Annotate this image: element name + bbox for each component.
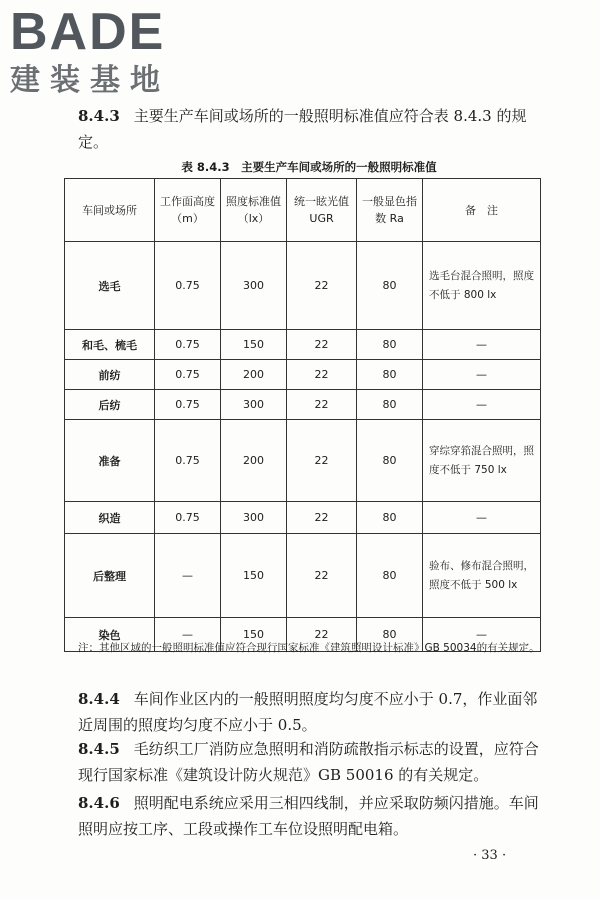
clause-8-4-3 xyxy=(78,103,540,155)
header-remark: 备 注 xyxy=(423,179,541,242)
cell-remark: — xyxy=(423,360,541,390)
cell-ra: 80 xyxy=(357,502,423,534)
clause-number: 8.4.6 xyxy=(78,794,120,812)
cell-height: 0.75 xyxy=(155,502,221,534)
cell-area: 后纺 xyxy=(65,390,155,420)
cell-height: 0.75 xyxy=(155,330,221,360)
clause-text: 照明配电系统应采用三相四线制，并应采取防频闪措施。车间照明应按工序、工段或操作工车位设照明配电箱。 xyxy=(78,794,539,838)
cell-lux: 150 xyxy=(221,330,287,360)
clause-text: 车间作业区内的一般照明照度均匀度不应小于 0.7，作业面邻近周围的照度均匀度不应小于 0.5。 xyxy=(78,690,538,734)
cell-ugr: 22 xyxy=(287,420,357,502)
cell-ugr: 22 xyxy=(287,502,357,534)
cell-remark: — xyxy=(423,390,541,420)
cell-lux: 300 xyxy=(221,390,287,420)
cell-ugr: 22 xyxy=(287,360,357,390)
clause-number: 8.4.3 xyxy=(78,107,120,125)
lighting-standards-table xyxy=(64,178,541,652)
cell-area: 选毛 xyxy=(65,242,155,330)
cell-ugr: 22 xyxy=(287,330,357,360)
cell-ra: 80 xyxy=(357,420,423,502)
table-row xyxy=(65,242,541,330)
logo-wordmark: BADE xyxy=(10,3,166,61)
table-row xyxy=(65,330,541,360)
clause-number: 8.4.4 xyxy=(78,690,120,708)
cell-height: 0.75 xyxy=(155,242,221,330)
cell-ra: 80 xyxy=(357,330,423,360)
header-ra: 一般显色指数 Ra xyxy=(357,179,423,242)
cell-height: 0.75 xyxy=(155,360,221,390)
cell-area: 准备 xyxy=(65,420,155,502)
table-row xyxy=(65,534,541,618)
cell-remark: — xyxy=(423,502,541,534)
cell-ugr: 22 xyxy=(287,618,357,652)
table-note: 注：其他区域的一般照明标准值应符合现行国家标准《建筑照明设计标准》GB 50034的有关规定。 xyxy=(78,642,540,654)
header-work-height: 工作面高度（m） xyxy=(155,179,221,242)
cell-remark: 穿综穿筘混合照明，照度不低于 750 lx xyxy=(423,420,541,502)
cell-lux: 150 xyxy=(221,534,287,618)
cell-ugr: 22 xyxy=(287,242,357,330)
clause-8-4-4 xyxy=(78,686,540,738)
cell-height: — xyxy=(155,534,221,618)
cell-height: 0.75 xyxy=(155,390,221,420)
cell-area: 前纺 xyxy=(65,360,155,390)
header-illuminance: 照度标准值（lx） xyxy=(221,179,287,242)
cell-lux: 300 xyxy=(221,242,287,330)
header-ugr: 统一眩光值 UGR xyxy=(287,179,357,242)
cell-height: 0.75 xyxy=(155,420,221,502)
table-header-row xyxy=(65,179,541,242)
cell-lux: 200 xyxy=(221,420,287,502)
cell-ra: 80 xyxy=(357,390,423,420)
cell-lux: 200 xyxy=(221,360,287,390)
table-row xyxy=(65,502,541,534)
cell-height: — xyxy=(155,618,221,652)
cell-ugr: 22 xyxy=(287,390,357,420)
clause-text: 主要生产车间或场所的一般照明标准值应符合表 8.4.3 的规定。 xyxy=(78,107,527,151)
cell-lux: 150 xyxy=(221,618,287,652)
cell-area: 和毛、梳毛 xyxy=(65,330,155,360)
cell-remark: 验布、修布混合照明，照度不低于 500 lx xyxy=(423,534,541,618)
cell-ra: 80 xyxy=(357,360,423,390)
header-area: 车间或场所 xyxy=(65,179,155,242)
page-number: · 33 · xyxy=(473,848,507,863)
cell-lux: 300 xyxy=(221,502,287,534)
cell-remark: — xyxy=(423,618,541,652)
site-logo xyxy=(10,3,170,98)
table-caption: 表 8.4.3 主要生产车间或场所的一般照明标准值 xyxy=(181,160,437,174)
cell-area: 染色 xyxy=(65,618,155,652)
clause-8-4-6 xyxy=(78,790,540,842)
clause-8-4-5 xyxy=(78,736,540,788)
cell-ra: 80 xyxy=(357,242,423,330)
cell-area: 织造 xyxy=(65,502,155,534)
clause-number: 8.4.5 xyxy=(78,740,120,758)
logo-subtitle: 建装基地 xyxy=(10,63,170,98)
cell-ra: 80 xyxy=(357,534,423,618)
table-row xyxy=(65,420,541,502)
cell-ugr: 22 xyxy=(287,534,357,618)
cell-remark: — xyxy=(423,330,541,360)
cell-ra: 80 xyxy=(357,618,423,652)
table-row xyxy=(65,360,541,390)
table-row xyxy=(65,390,541,420)
cell-remark: 选毛台混合照明，照度不低于 800 lx xyxy=(423,242,541,330)
cell-area: 后整理 xyxy=(65,534,155,618)
clause-text: 毛纺织工厂消防应急照明和消防疏散指示标志的设置，应符合现行国家标准《建筑设计防火规范》GB 50016 的有关规定。 xyxy=(78,740,539,784)
